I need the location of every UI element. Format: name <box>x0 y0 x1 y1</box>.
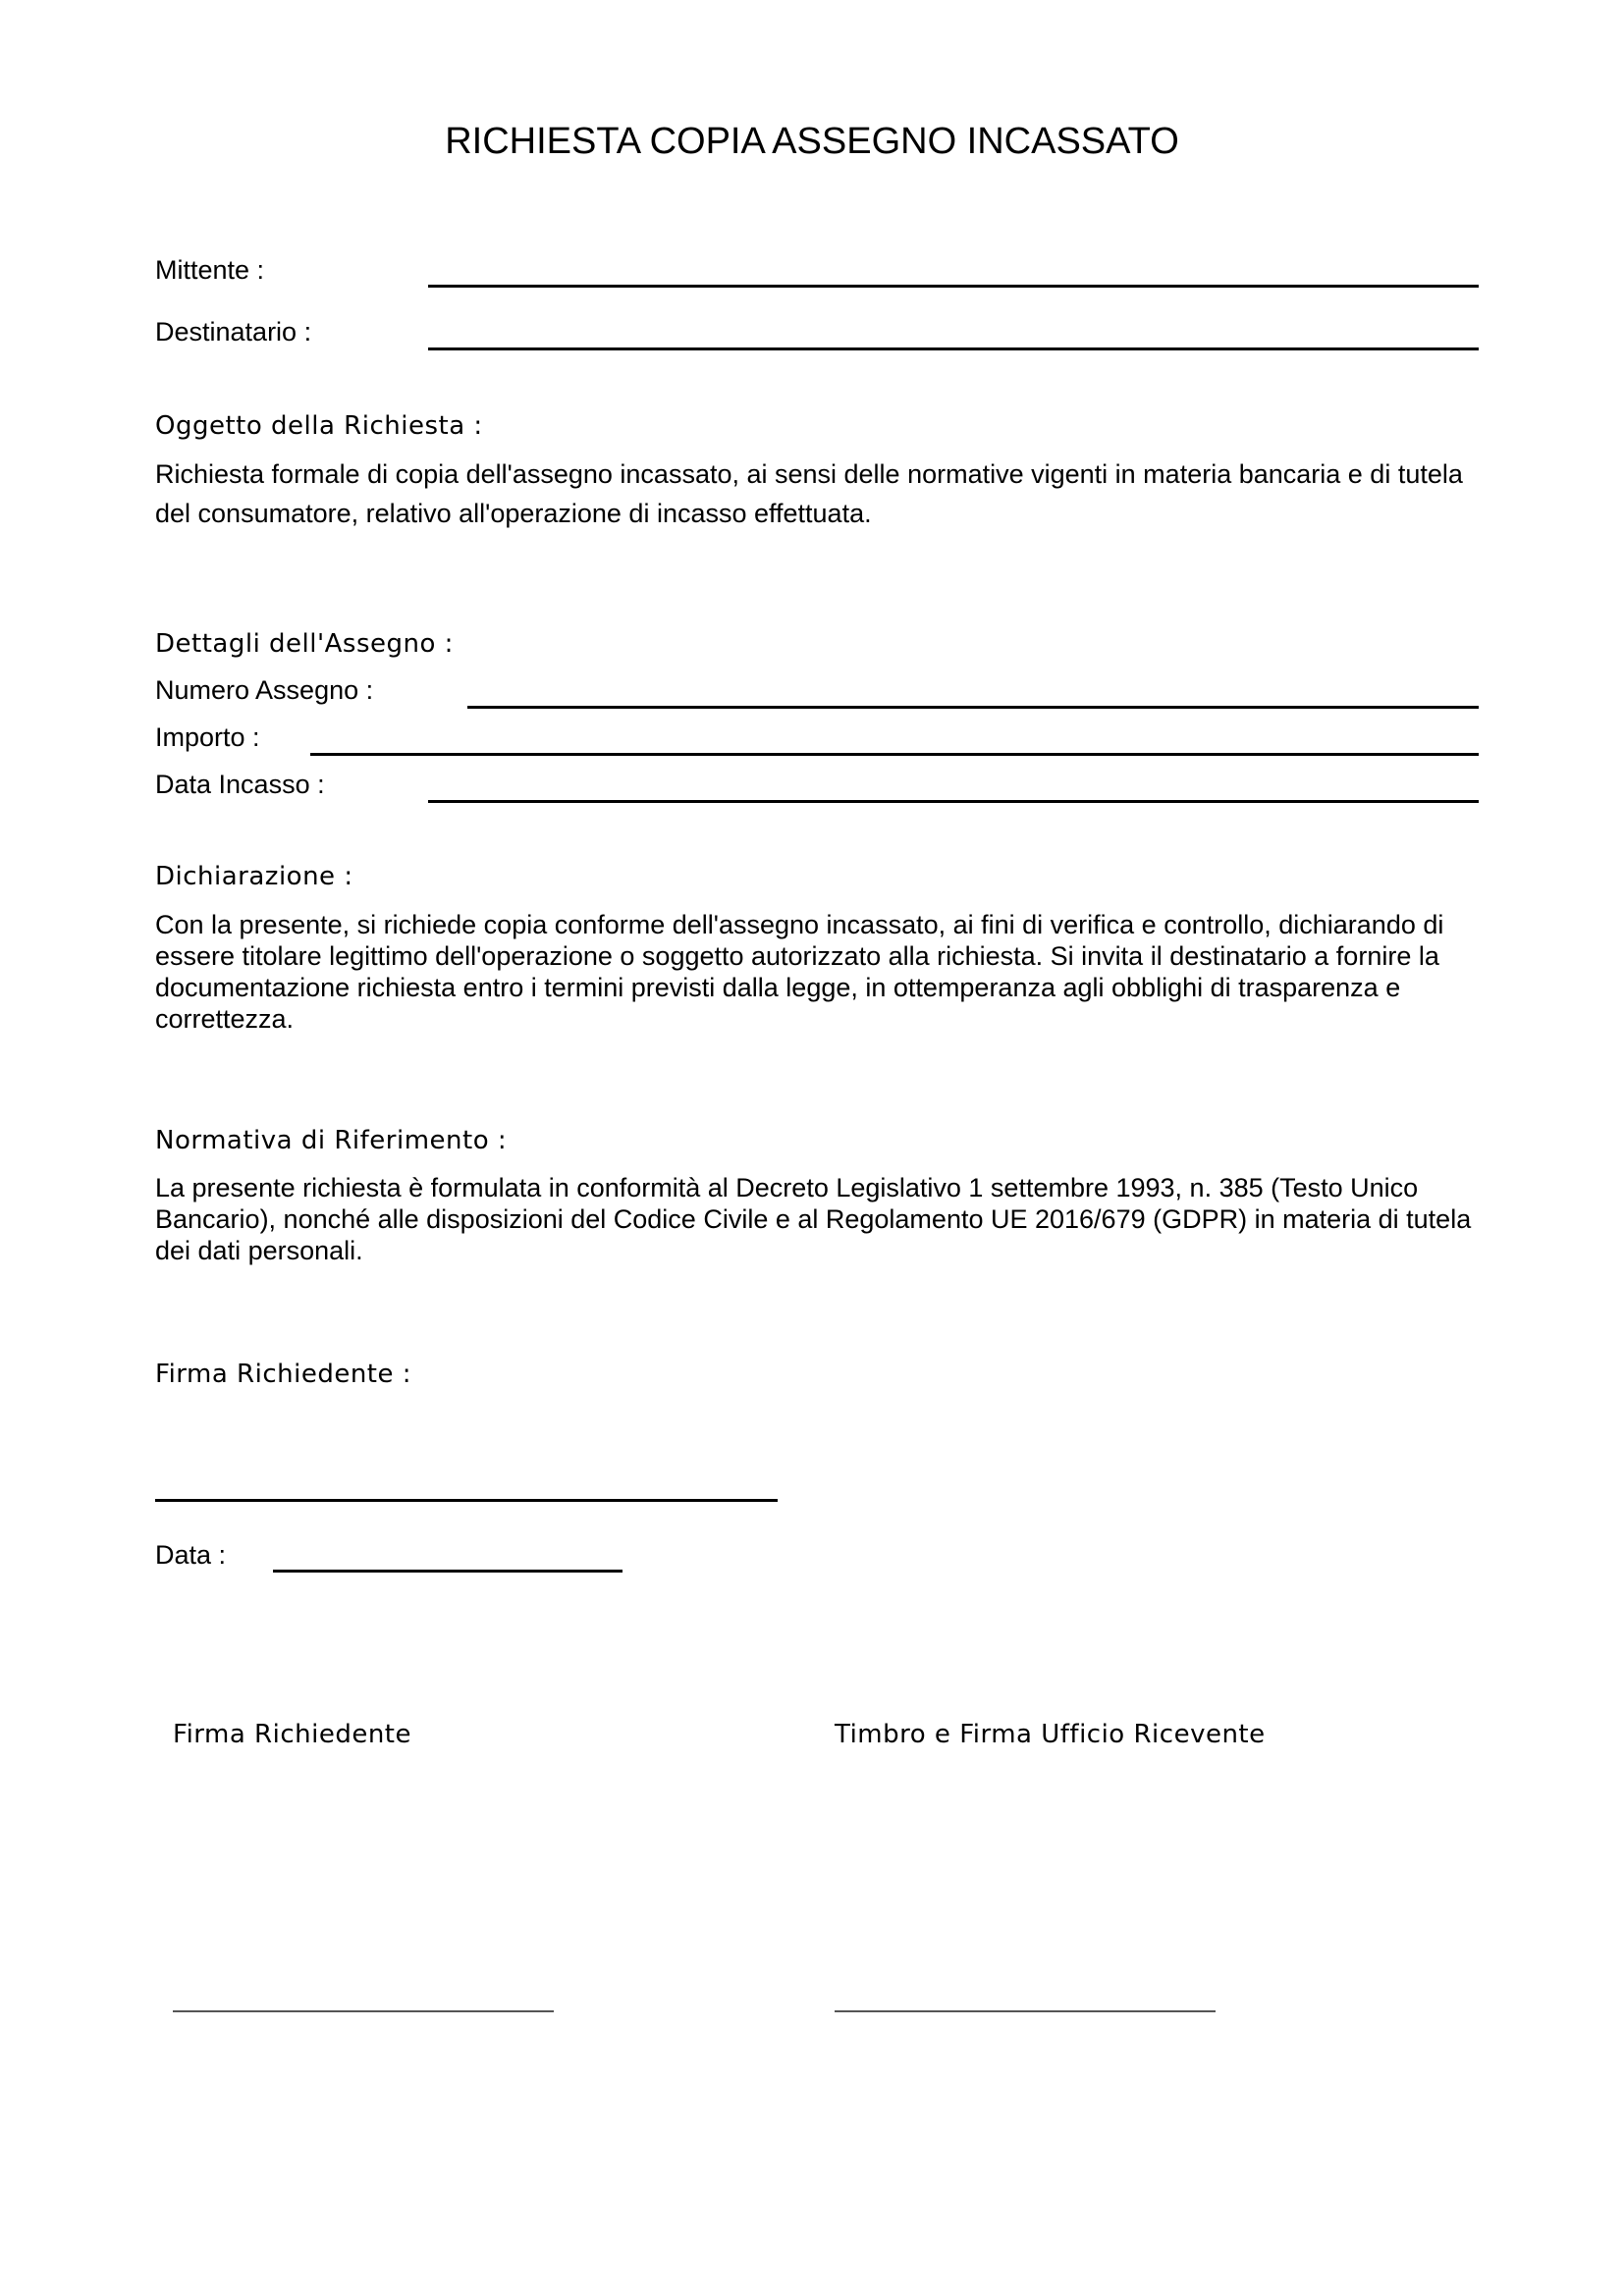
data-label: Data : <box>155 1540 227 1570</box>
destinatario-line[interactable] <box>428 347 1479 350</box>
document-title: RICHIESTA COPIA ASSEGNO INCASSATO <box>445 121 1179 162</box>
normativa-heading: Normativa di Riferimento : <box>155 1126 508 1155</box>
oggetto-text: Richiesta formale di copia dell'assegno incassato, ai sensi delle normative vigenti in materia bancaria e di tutela del consumatore, relativo all'operazione di incasso effettuata. <box>155 459 1463 528</box>
data-line[interactable] <box>273 1570 623 1573</box>
importo-label: Importo : <box>155 722 260 752</box>
footer-timbro-ufficio: Timbro e Firma Ufficio Ricevente <box>835 1720 1266 1749</box>
normativa-text: La presente richiesta è formulata in conformità al Decreto Legislativo 1 settembre 1993, n. 385 (Testo Unico Bancario), nonché alle disposizioni del Codice Civile e al Regolamento UE 2016/679 (GDPR) in materia di tutela dei dati personali. <box>155 1173 1472 1265</box>
dichiarazione-heading: Dichiarazione : <box>155 862 353 891</box>
destinatario-label: Destinatario : <box>155 317 312 347</box>
footer-firma-richiedente: Firma Richiedente <box>173 1720 411 1749</box>
dichiarazione-text: Con la presente, si richiede copia conforme dell'assegno incassato, ai fini di verifica e controllo, dichiarando di essere titolare legittimo dell'operazione o soggetto autorizzato alla richiesta. Si invita il destinatario a fornire la documentazione richiesta entro i termini previsti dalla legge, in ottemperanza agli obblighi di trasparenza e correttezza. <box>155 910 1444 1034</box>
dettagli-heading: Dettagli dell'Assegno : <box>155 629 454 659</box>
numero-assegno-line[interactable] <box>467 706 1479 709</box>
importo-line[interactable] <box>310 753 1479 756</box>
data-incasso-label: Data Incasso : <box>155 770 325 799</box>
firma-line[interactable] <box>155 1499 778 1502</box>
footer-timbro-ufficio-line[interactable] <box>835 2010 1216 2012</box>
numero-assegno-label: Numero Assegno : <box>155 675 374 705</box>
oggetto-heading: Oggetto della Richiesta : <box>155 411 483 441</box>
data-incasso-line[interactable] <box>428 800 1479 803</box>
mittente-label: Mittente : <box>155 255 265 285</box>
footer-firma-richiedente-line[interactable] <box>173 2010 554 2012</box>
mittente-line[interactable] <box>428 285 1479 288</box>
firma-heading: Firma Richiedente : <box>155 1360 412 1389</box>
